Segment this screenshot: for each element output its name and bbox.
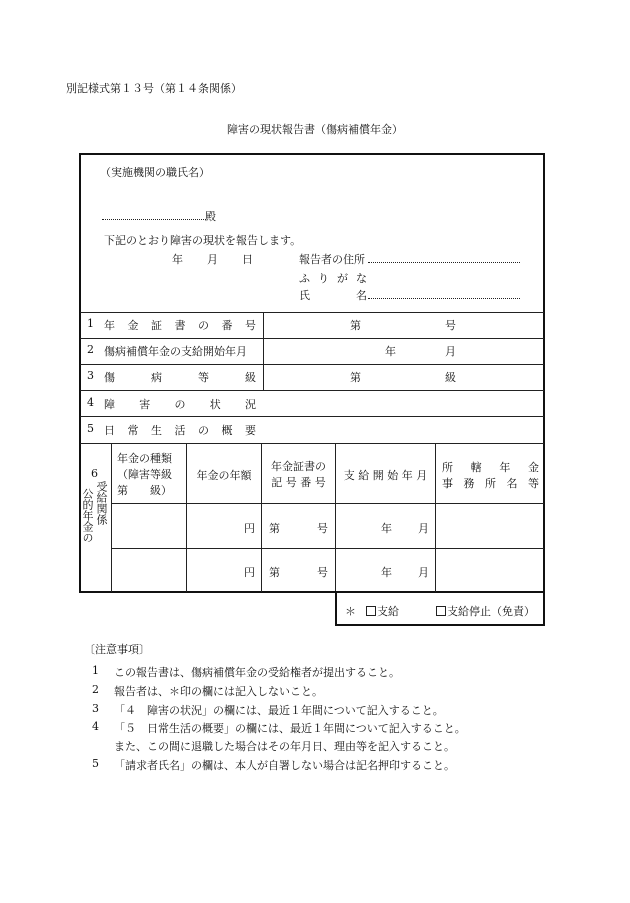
row6b-year: 年: [381, 566, 392, 579]
stopped-checkbox[interactable]: 支給停止（免責）: [436, 603, 535, 619]
furigana-label: ふ り が な: [299, 272, 367, 285]
header-pension-type: 年金の種類 （障害等級 第 級）: [117, 452, 172, 497]
row6b-yen: 円: [244, 566, 255, 579]
date-month: 月: [207, 253, 218, 266]
row2-month: 月: [445, 345, 456, 358]
notes-heading: 〔注意事項〕: [84, 643, 150, 656]
row6b-month: 月: [418, 566, 429, 579]
row6a-month: 月: [418, 522, 429, 535]
date-year: 年: [172, 253, 183, 266]
address-line[interactable]: [368, 262, 520, 263]
form-id: 別記様式第１３号（第１４条関係）: [66, 82, 242, 95]
note-text: 「５ 日常生活の概要」の欄には、最近１年間について記入すること。: [114, 722, 466, 735]
header-certificate-number: 年金証書の 記 号 番 号: [271, 460, 326, 489]
note-text: 報告者は、＊印の欄には記入しないこと。: [114, 685, 323, 698]
note-text: 「請求者氏名」の欄は、本人が自署しない場合は記名押印すること。: [114, 759, 455, 772]
row3-kyu: 級: [445, 371, 456, 384]
row6b-go: 号: [317, 566, 328, 579]
intro-text: 下記のとおり障害の現状を報告します。: [104, 234, 302, 247]
row5-num: 5: [87, 422, 94, 435]
checkbox-icon: [366, 606, 376, 616]
name-label: 氏 名: [299, 289, 367, 302]
note-num: 5: [92, 757, 99, 770]
row3-dai: 第: [350, 371, 361, 384]
header-annual-amount: 年金の年額: [196, 469, 252, 482]
header-office-line2: 事 務 所 名 等: [442, 477, 539, 490]
row2-year: 年: [385, 345, 396, 358]
date-day: 日: [242, 253, 253, 266]
address-label: 報告者の住所: [299, 253, 365, 266]
note-num: 4: [92, 720, 99, 733]
row6a-dai: 第: [269, 522, 280, 535]
note-num: 1: [92, 664, 99, 677]
status-mark: ＊: [345, 605, 356, 618]
section6-label-2: 受給関係: [95, 481, 108, 525]
agency-name-line[interactable]: [102, 219, 206, 220]
row1-go: 号: [445, 319, 456, 332]
checkbox-icon: [436, 606, 446, 616]
header-office-line1: 所 轄 年 金: [442, 461, 539, 474]
row6a-yen: 円: [244, 522, 255, 535]
paid-checkbox[interactable]: 支給: [366, 603, 399, 619]
row4-num: 4: [87, 396, 94, 409]
note-num: 2: [92, 683, 99, 696]
section6-num: 6: [91, 467, 98, 480]
header-start-date: 支 給 開 始 年 月: [343, 469, 428, 482]
row6a-go: 号: [317, 522, 328, 535]
row6a-year: 年: [381, 522, 392, 535]
agency-label: （実施機関の職氏名）: [100, 166, 210, 179]
note-num: 3: [92, 702, 99, 715]
row2-label: 傷病補償年金の支給開始年月: [104, 345, 247, 358]
section6-label-1: 公的年金の: [81, 488, 94, 543]
page-title: 障害の現状報告書（傷病補償年金）: [227, 123, 403, 136]
note-text: 「４ 障害の状況」の欄には、最近１年間について記入すること。: [114, 704, 444, 717]
row1-dai: 第: [350, 319, 361, 332]
note-text: この報告書は、傷病補償年金の受給権者が提出すること。: [114, 666, 400, 679]
name-line[interactable]: [368, 298, 520, 299]
note-text: また、この間に退職した場合はその年月日、理由等を記入すること。: [114, 740, 455, 753]
row3-label: 傷 病 等 級: [104, 371, 256, 384]
row1-label: 年 金 証 書 の 番 号: [104, 319, 256, 332]
row6b-dai: 第: [269, 566, 280, 579]
row1-num: 1: [87, 317, 94, 330]
row4-label: 障 害 の 状 況: [104, 398, 256, 411]
honorific: 殿: [205, 210, 216, 223]
row3-num: 3: [87, 369, 94, 382]
row5-label: 日 常 生 活 の 概 要: [104, 424, 256, 437]
row2-num: 2: [87, 343, 94, 356]
